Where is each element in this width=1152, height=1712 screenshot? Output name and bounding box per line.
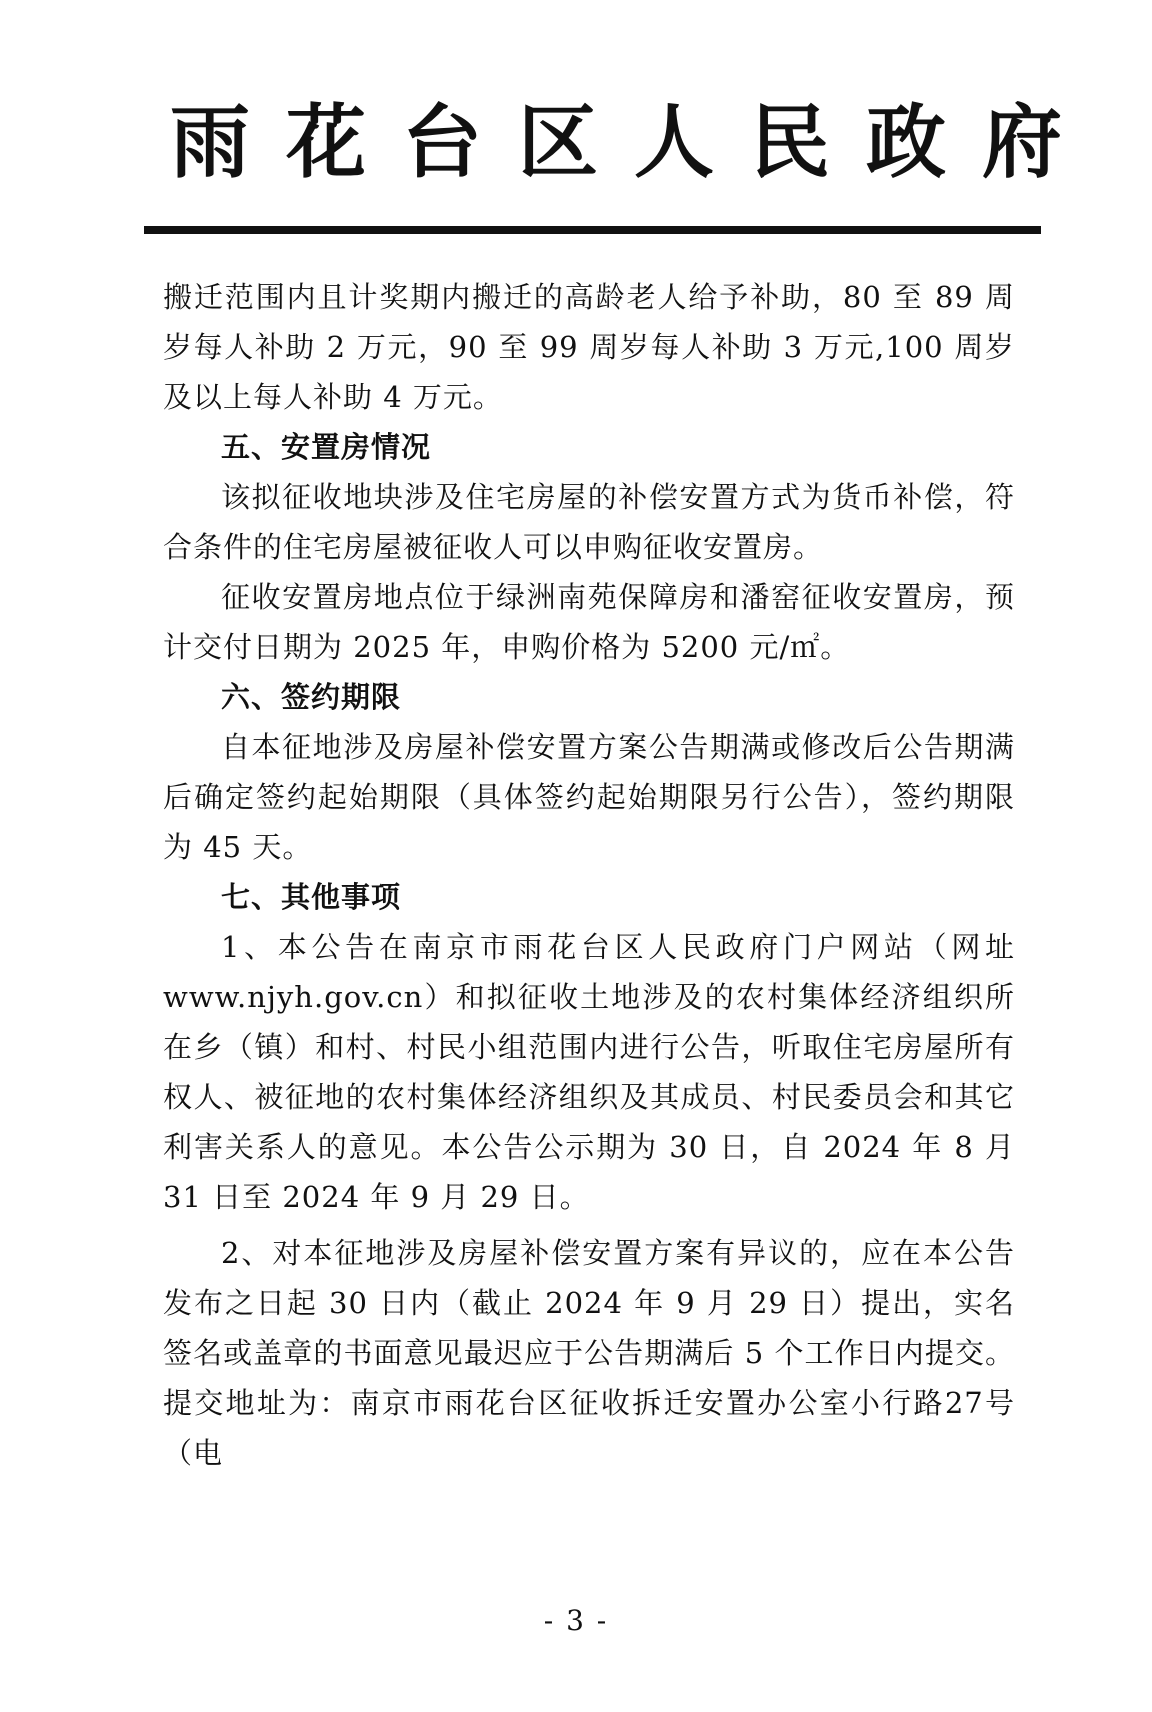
document-body [163, 272, 1015, 1478]
letterhead-rule [144, 226, 1041, 234]
paragraph-objection-procedure: 2、对本征地涉及房屋补偿安置方案有异议的，应在本公告发布之日起 30 日内（截止 2024 年 9 月 29 日）提出，实名签名或盖章的书面意见最迟应于公告期满后 5 个工作日内提交。提交地址为：南京市雨花台区征收拆迁安置办公室小行路27号（电 [163, 1236, 1015, 1470]
paragraph-publication-notice: 1、本公告在南京市雨花台区人民政府门户网站（网址www.njyh.gov.cn）和拟征收土地涉及的农村集体经济组织所在乡（镇）和村、村民小组范围内进行公告，听取住宅房屋所有权人、被征地的农村集体经济组织及其成员、村民委员会和其它利害关系人的意见。本公告公示期为 30 日，自 2024 年 8 月 31 日至 2024 年 9 月 29 日。 [163, 930, 1015, 1214]
section-heading-other-matters: 七、其他事项 [221, 880, 402, 914]
section-heading-resettlement-housing: 五、安置房情况 [221, 430, 432, 464]
section-heading-signing-period: 六、签约期限 [221, 680, 402, 714]
paragraph-signing-period: 自本征地涉及房屋补偿安置方案公告期满或修改后公告期满后确定签约起始期限（具体签约起始期限另行公告），签约期限为 45 天。 [163, 730, 1015, 864]
paragraph-resettlement-location: 征收安置房地点位于绿洲南苑保障房和潘窑征收安置房，预计交付日期为 2025 年，申购价格为 5200 元/㎡。 [163, 580, 1015, 664]
paragraph-elderly-subsidy: 搬迁范围内且计奖期内搬迁的高龄老人给予补助，80 至 89 周岁每人补助 2 万元，90 至 99 周岁每人补助 3 万元,100 周岁及以上每人补助 4 万元。 [163, 280, 1015, 414]
page-number: - 3 - [543, 1604, 609, 1637]
letterhead-title: 雨花台区人民政府 [170, 95, 1098, 189]
paragraph-compensation-method: 该拟征收地块涉及住宅房屋的补偿安置方式为货币补偿，符合条件的住宅房屋被征收人可以申购征收安置房。 [163, 480, 1015, 564]
